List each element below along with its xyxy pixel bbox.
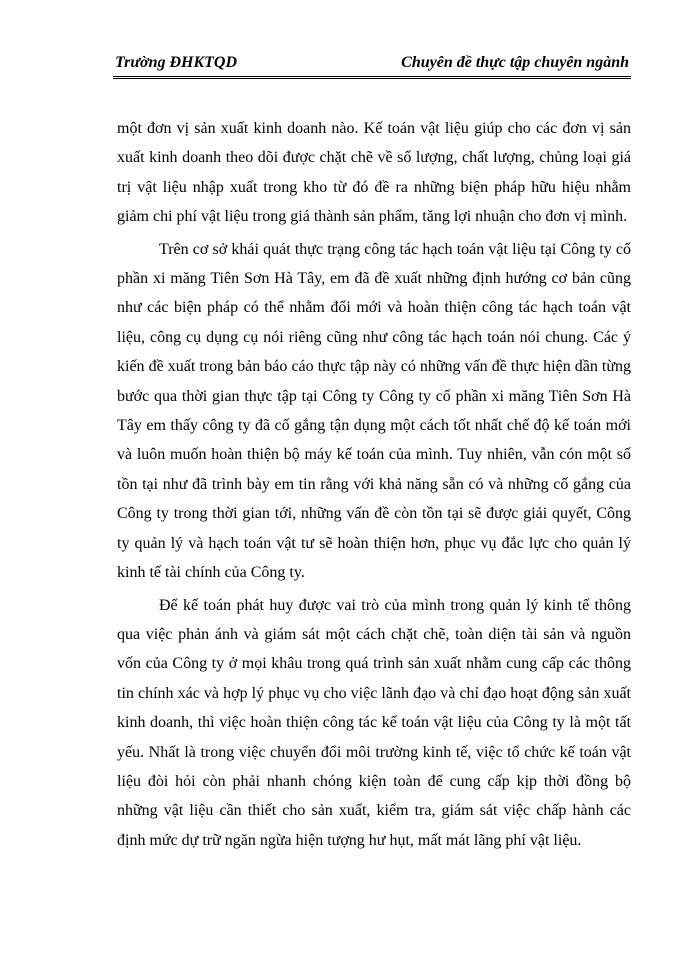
header-document-title: Chuyên đề thực tập chuyên ngành [401,54,629,71]
paragraph-2: Trên cơ sở khái quát thực trạng công tác hạch toán vật liệu tại Công ty cổ phần xi măng Tiên Sơn Hà Tây, em đã đề xuất những định hướng cơ bản cũng như các biện pháp có thể nhằm đổi mới và hoàn thiện công tác hạch toán vật liệu, công cụ dụng cụ nói riêng cũng như công tác hạch toán nói chung. Các ý kiến đề xuất trong bản báo cáo thực tập này có những vấn đề thực hiện dần từng bước qua thời gian thực tập tại Công ty Công ty cổ phần xi măng Tiên Sơn Hà Tây em thấy công ty đã cố gắng tận dụng một cách tốt nhất chế độ kế toán mới và luôn muốn hoàn thiện bộ máy kế toán của mình. Tuy nhiên, vẫn cón một số tồn tại như đã trình bày em tin rằng với khả năng sẵn có và những cố gắng của Công ty trong thời gian tới, những vấn đề còn tồn tại sẽ được giải quyết, Công ty quản lý và hạch toán vật tư sẽ hoàn thiện hơn, phục vụ đắc lực cho quản lý kinh tế tài chính của Công ty. [117,240,631,582]
document-body [117,114,631,855]
paragraph-1: một đơn vị sản xuất kinh doanh nào. Kế toán vật liệu giúp cho các đơn vị sản xuất kinh doanh theo dõi được chặt chẽ về số lượng, chất lượng, chủng loại giá trị vật liệu nhập xuất trong kho từ đó đề ra những biện pháp hữu hiệu nhằm giảm chi phí vật liệu trong giá thành sản phẩm, tăng lợi nhuận cho đơn vị mình. [117,120,631,226]
paragraph-3: Để kế toán phát huy được vai trò của mình trong quản lý kinh tế thông qua việc phản ánh và giám sát một cách chặt chẽ, toàn diện tài sản và nguồn vốn của Công ty ở mọi khâu trong quá trình sản xuất nhằm cung cấp các thông tin chính xác và hợp lý phục vụ cho việc lãnh đạo và chỉ đạo hoạt động sản xuất kinh doanh, thì việc hoàn thiện công tác kế toán vật liệu của Công ty là một tất yếu. Nhất là trong việc chuyển đổi môi trường kinh tế, việc tổ chức kế toán vật liệu đòi hỏi còn phải nhanh chóng kiện toàn để cung cấp kịp thời đồng bộ những vật liệu cần thiết cho sản xuất, kiểm tra, giám sát việc chấp hành các định mức dự trữ ngăn ngừa hiện tượng hư hụt, mất mát lãng phí vật liệu. [117,596,631,849]
header-school-name: Trường ĐHKTQD [115,54,238,71]
page-header [113,52,631,79]
